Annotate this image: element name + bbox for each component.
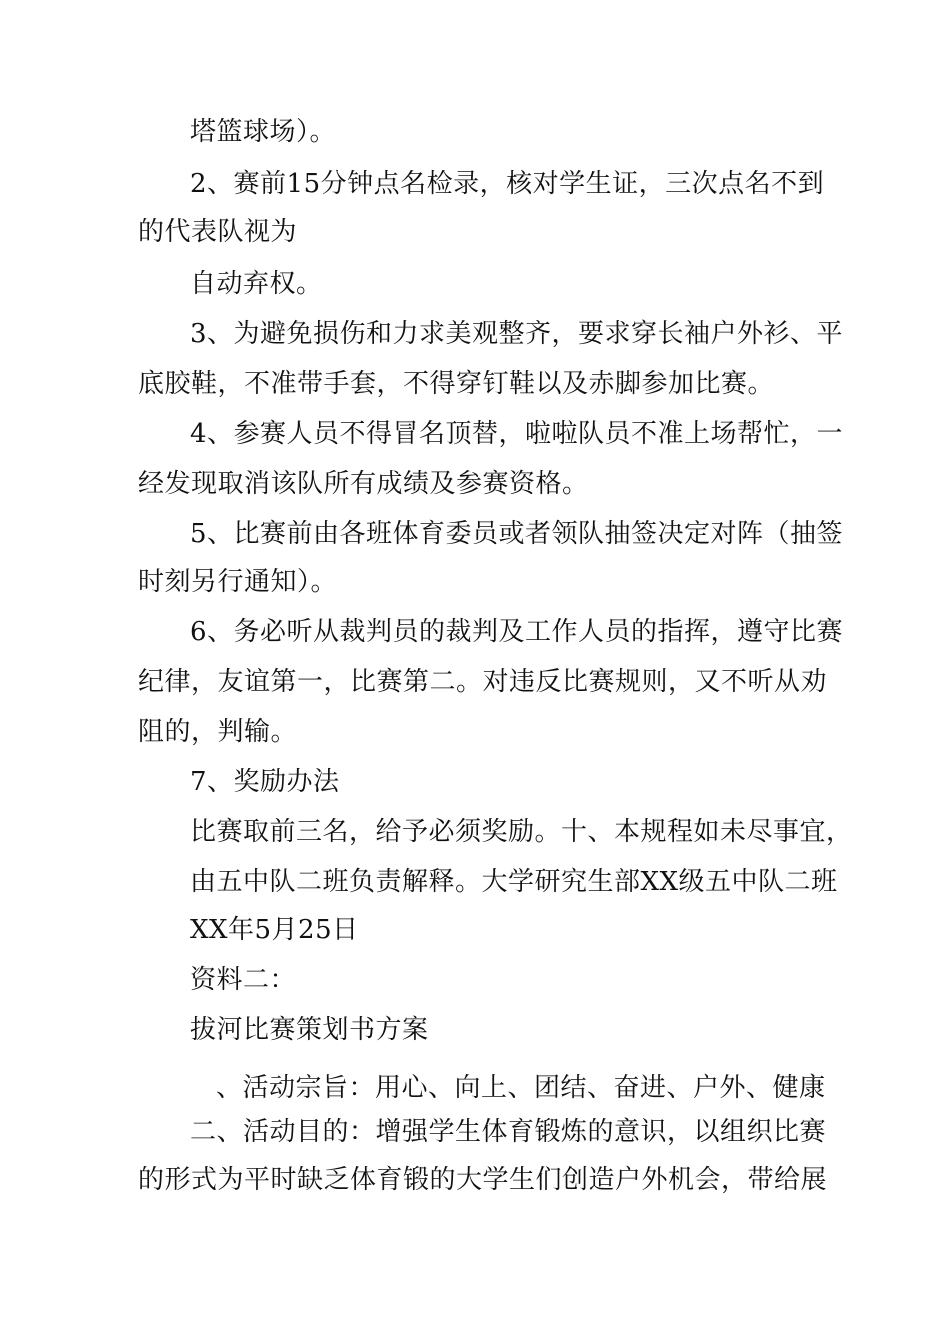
text-line: 纪律，友谊第一，比赛第二。对违反比赛规则，又不听从劝: [138, 667, 828, 697]
text-line: XX年5月25日: [190, 915, 359, 945]
text-line: 塔篮球场）。: [190, 117, 337, 147]
text-line: 的形式为平时缺乏体育锻的大学生们创造户外机会，带给展: [138, 1165, 828, 1195]
text-line: 自动弃权。: [190, 269, 323, 299]
text-line: 由五中队二班负责解释。大学研究生部XX级五中队二班: [190, 867, 838, 897]
text-line: 6、务必听从裁判员的裁判及工作人员的指挥，遵守比赛: [190, 617, 844, 647]
text-line: 2、赛前15分钟点名检录，核对学生证，三次点名不到: [190, 169, 825, 199]
text-line: 、活动宗旨：用心、向上、团结、奋进、户外、健康: [216, 1073, 826, 1103]
text-line: 底胶鞋，不准带手套，不得穿钉鞋以及赤脚参加比赛。: [138, 369, 775, 399]
text-line: 拔河比赛策划书方案: [190, 1015, 429, 1045]
text-line: 二、活动目的：增强学生体育锻炼的意识，以组织比赛: [190, 1117, 827, 1147]
text-line: 资料二：: [190, 965, 297, 995]
text-line: 4、参赛人员不得冒名顶替，啦啦队员不准上场帮忙，一: [190, 419, 844, 449]
text-line: 时刻另行通知）。: [138, 567, 338, 597]
text-line: 阻的，判输。: [138, 717, 298, 747]
text-line: 比赛取前三名，给予必须奖励。十、本规程如未尽事宜，: [190, 817, 853, 847]
text-line: 7、奖励办法: [190, 767, 340, 797]
text-line: 经发现取消该队所有成绩及参赛资格。: [138, 469, 589, 499]
text-line: 的代表队视为: [138, 217, 298, 247]
text-line: 3、为避免损伤和力求美观整齐，要求穿长袖户外衫、平: [190, 319, 844, 349]
text-line: 5、比赛前由各班体育委员或者领队抽签决定对阵（抽签: [190, 519, 844, 549]
